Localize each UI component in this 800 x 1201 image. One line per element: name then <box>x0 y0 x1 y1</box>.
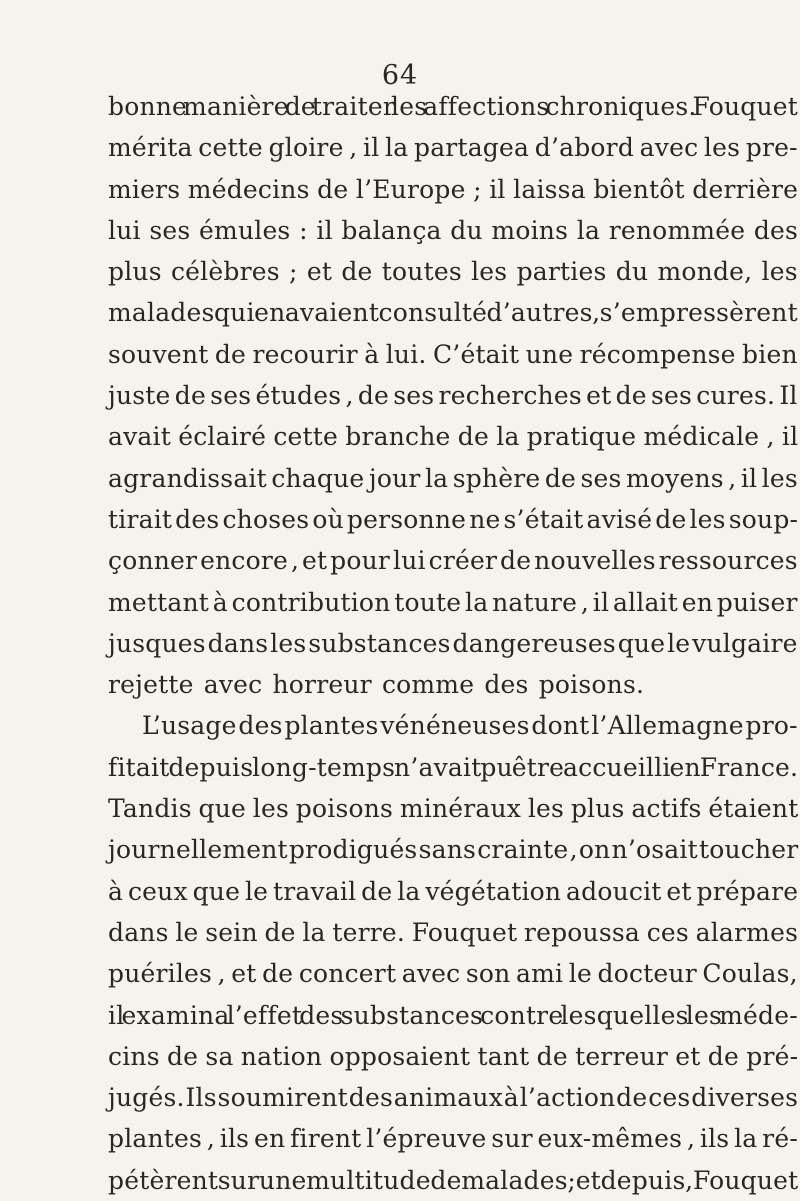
text-line: lui ses émules : il balança du moins la renommée des <box>108 215 799 245</box>
text-line: mettant à contribution toute la nature , il allait en puiser <box>108 587 798 617</box>
text-line: malades qui en avaient consulté d’autres , s’empressèrent <box>108 298 798 328</box>
text-line: juste de ses études , de ses recherches et de ses cures. Il <box>108 381 798 411</box>
text-line: jusques dans les substances dangereuses que le vulgaire <box>108 628 798 658</box>
body-text <box>108 86 798 1201</box>
text-line: puériles , et de concert avec son ami le docteur Coulas, <box>108 959 798 989</box>
text-line: pétèrent sur une multitude de malades ; et depuis , Fouquet <box>108 1165 799 1195</box>
text-line: journellement prodigués sans crainte , on n’osait toucher <box>108 835 799 865</box>
text-line: cins de sa nation opposaient tant de terreur et de pré- <box>108 1041 799 1071</box>
text-line: à ceux que le travail de la végétation adoucit et prépare <box>108 876 799 906</box>
text-line: dans le sein de la terre. Fouquet repoussa ces alarmes <box>108 917 799 947</box>
text-line: L’usage des plantes vénéneuses dont l’Allemagne pro- <box>142 711 798 741</box>
text-line: il examina l’effet des substances contre lesquelles les méde- <box>108 1000 798 1030</box>
text-line: rejette avec horreur comme des poisons. <box>108 670 645 700</box>
text-line: Tandis que les poisons minéraux les plus actifs étaient <box>108 794 799 824</box>
text-line: çonner encore , et pour lui créer de nouvelles ressources <box>108 546 798 576</box>
text-line: agrandissait chaque jour la sphère de ses moyens , il les <box>108 463 798 493</box>
text-line: miers médecins de l’Europe ; il laissa bientôt derrière <box>108 174 799 204</box>
text-line: avait éclairé cette branche de la pratique médicale , il <box>108 422 799 452</box>
text-line: tirait des choses où personne ne s’était avisé de les soup- <box>108 504 799 534</box>
text-line: plus célèbres ; et de toutes les parties du monde, les <box>108 257 798 287</box>
text-line: fitait depuis long-temps n’avait pu être accueilli en France. <box>108 752 799 782</box>
text-line: mérita cette gloire , il la partagea d’abord avec les pre- <box>108 133 798 163</box>
text-line: bonne manière de traiter les affections chroniques. Fouquet <box>108 92 799 121</box>
text-line: plantes , ils en firent l’épreuve sur eux-mêmes , ils la ré- <box>108 1124 798 1154</box>
text-line: jugés. Ils soumirent des animaux à l’action de ces diverses <box>108 1083 799 1113</box>
text-line: souvent de recourir à lui. C’était une récompense bien <box>108 339 798 369</box>
page-number: 64 <box>381 60 419 91</box>
